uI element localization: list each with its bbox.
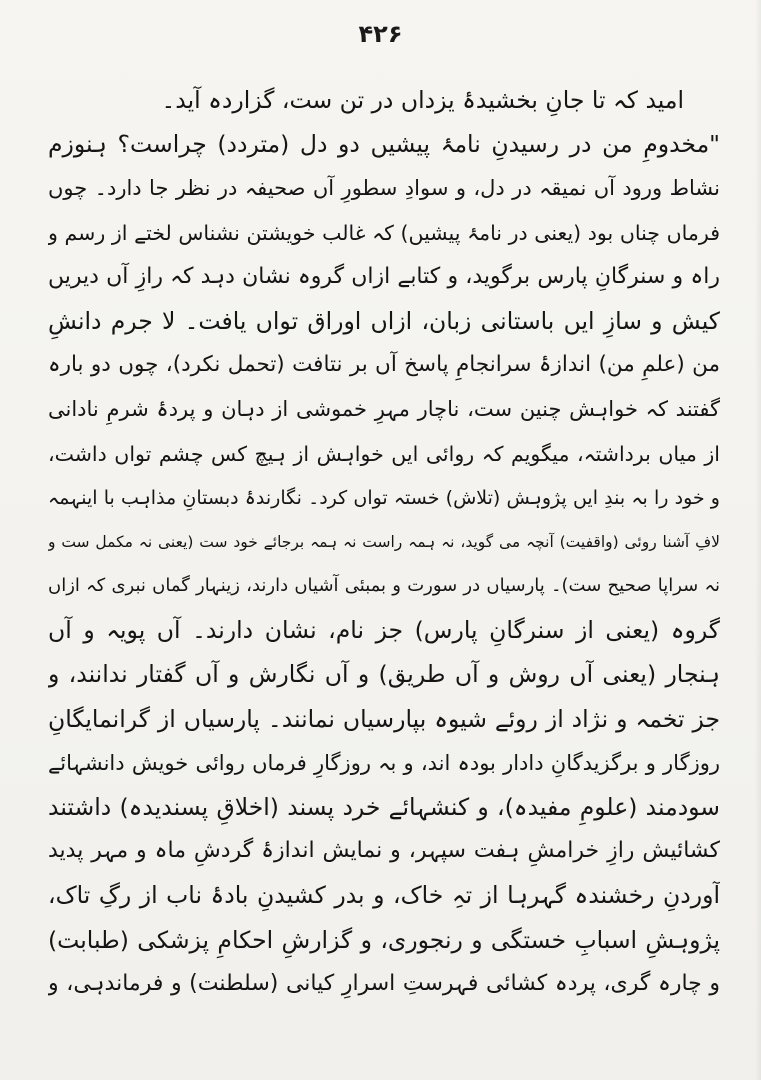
- text-line: آوردنِ رخشندہ گہرہا از تہِ خاک، و بدر کشیدنِ بادۂ ناب از رگِ تاک،: [48, 881, 720, 910]
- page-edge-shadow: [755, 0, 761, 1080]
- text-line: و چارہ گری، پردہ کشائی فہرستِ اسرارِ کیانی (سلطنت) و فرماندہی، و: [48, 970, 720, 996]
- text-line: نہ سراپا صحیح ست)۔ پارسیاں در سورت و بمبئی آشیاں دارند، زینہار گماں نبری کہ ازاں: [48, 575, 720, 597]
- text-line: از میاں برداشتہ، میگویم کہ روائی ایں خواہش از ہیچ کس چشم تواں داشت،: [48, 441, 720, 466]
- text-line: ہنجار (یعنی آں روش و آں طریق) و آں نگارش و آں گفتار ندانند، و: [48, 660, 720, 689]
- text-line: و خود را بہ بندِ ایں پژوہش (تلاش) خستہ تواں کرد۔ نگارندۂ دبستانِ مذاہب با اینہمہ: [48, 486, 720, 509]
- text-line: پژوہشِ اسبابِ خستگی و رنجوری، و گزارشِ احکامِ پزشکی (طبابت): [48, 925, 720, 954]
- body-text: [48, 78, 720, 1006]
- text-line: نشاط ورود آں نمیقہ در دل، و سوادِ سطورِ آں صحیفہ در نظر جا دارد۔ چوں: [48, 176, 720, 201]
- page-number: ۴۲۶: [358, 20, 403, 48]
- text-line: سودمند (علومِ مفیدہ)، و کنشہائے خرد پسند (اخلاقِ پسندیدہ) داشتند: [48, 793, 720, 821]
- text-line: جز تخمہ و نژاد از روئے شیوہ بپارسیاں نمانند۔ پارسیاں از گرانمایگانِ: [48, 704, 720, 733]
- text-line: "مخدومِ من در رسیدنِ نامۂ پیشیں دو دل (متردد) چراست؟ ہنوزم: [48, 130, 720, 159]
- text-line: راہ و سنرگانِ پارس برگوید، و کتابے ازاں گروہ نشان دہد کہ رازِ آں دیریں: [48, 263, 720, 289]
- text-line: امید کہ تا جانِ بخشیدۂ یزداں در تن ست، گزاردہ آید۔: [161, 86, 684, 114]
- text-line: من (علمِ من) اندازۂ سرانجامِ پاسخ آں بر نتافت (تحمل نکرد)، چوں دو بارہ: [48, 352, 720, 378]
- text-line: گفتند کہ خواہش چنین ست، ناچار مہرِ خموشی از دہان و پردۂ شرمِ نادانی: [48, 397, 720, 422]
- text-line: کشائیش رازِ خرامشِ ہفت سپہر، و نمایش اندازۂ گردشِ ماہ و مہر پدید: [48, 838, 720, 864]
- text-line: گروہ (یعنی از سنرگانِ پارس) جز نام، نشان دارند۔ آں پویہ و آں: [48, 616, 720, 645]
- text-line: روزگار و برگزیدگانِ دادار بودہ اند، و بہ روزگارِ فرماں روائی خویش دانشہائے: [48, 750, 720, 775]
- text-line: لافِ آشنا روئی (واقفیت) آنچہ می گوید، نہ ہمہ راست نہ ہمہ برجائے خود ست (یعنی نہ مکمل ست و: [48, 532, 720, 551]
- text-line: کیش و سازِ ایں باستانی زبان، ازاں اوراق تواں یافت۔ لا جرم دانشِ: [48, 306, 720, 335]
- text-line: فرماں چناں بود (یعنی در نامۂ پیشیں) کہ غالب خویشتن نشناس لختے از رسم و: [48, 220, 720, 245]
